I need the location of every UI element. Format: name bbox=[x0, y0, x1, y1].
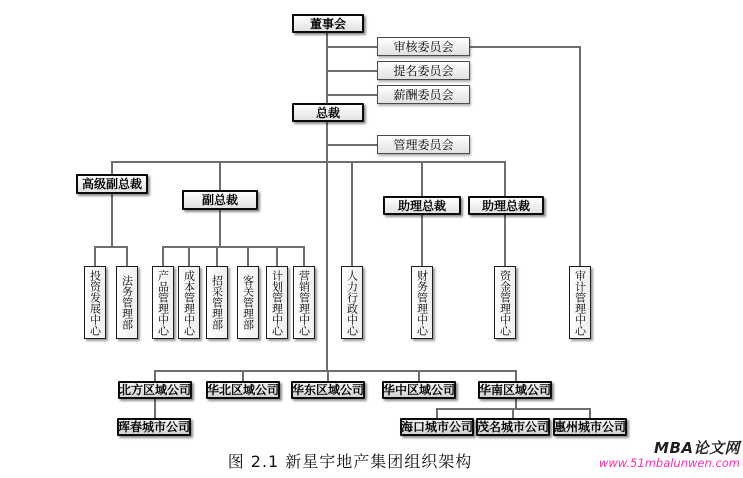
connector-drop-city-haikou bbox=[436, 408, 438, 418]
president-label: 总裁 bbox=[315, 105, 340, 120]
city-label: 珲春城市公司 bbox=[118, 420, 191, 434]
audit-committee-box bbox=[377, 37, 470, 56]
dept-marketing-box bbox=[293, 266, 315, 339]
city-label: 海口城市公司 bbox=[401, 420, 474, 434]
dept-legal-box bbox=[116, 266, 138, 339]
connector-drop-vp bbox=[219, 161, 221, 191]
audit-committee-label: 审核委员会 bbox=[393, 39, 454, 54]
connector-audit-center-drop bbox=[579, 46, 581, 266]
dept-product-box bbox=[152, 266, 174, 339]
connector-executive-rail bbox=[111, 161, 506, 163]
management-committee-label: 管理委员会 bbox=[393, 137, 454, 152]
connector-drop-dept-marketing bbox=[303, 246, 305, 266]
city-haikou-box bbox=[400, 418, 474, 436]
dept-label: 营销管理中心 bbox=[297, 269, 311, 336]
watermark-site-name: MBA论文网 bbox=[654, 439, 740, 457]
regional-north-china-box bbox=[206, 381, 280, 399]
connector-stub-audit-committee bbox=[327, 46, 377, 48]
city-maoming-box bbox=[476, 418, 550, 436]
dept-label: 计划管理中心 bbox=[270, 269, 284, 336]
city-hunchun-box bbox=[117, 418, 191, 436]
regional-east-china-box bbox=[291, 381, 365, 399]
president-box bbox=[292, 103, 364, 122]
regional-label: 华南区域公司 bbox=[479, 383, 552, 397]
connector-drop-dept-invest bbox=[94, 246, 96, 266]
regional-north-box bbox=[118, 381, 192, 399]
dept-label: 人力行政中心 bbox=[345, 269, 359, 336]
dept-label: 投资发展中心 bbox=[88, 269, 102, 336]
regional-label: 北方区域公司 bbox=[119, 383, 192, 397]
board-label: 董事会 bbox=[309, 16, 346, 31]
connector-stub-management-committee bbox=[327, 144, 377, 146]
connector-senior-vp-branch-stem bbox=[111, 194, 113, 248]
vp-label: 副总裁 bbox=[201, 193, 238, 207]
dept-hr-admin-box bbox=[341, 266, 363, 339]
compensation-committee-box bbox=[377, 85, 470, 104]
dept-label: 资金管理中心 bbox=[498, 269, 512, 336]
dept-procurement-box bbox=[206, 266, 228, 339]
city-huizhou-box bbox=[553, 418, 627, 436]
regional-central-china-box bbox=[382, 381, 456, 399]
assistant-president-2-box bbox=[468, 196, 544, 215]
dept-investment-development-box bbox=[84, 266, 106, 339]
connector-regional-rail bbox=[154, 370, 517, 372]
dept-label: 客关管理部 bbox=[241, 275, 255, 330]
regional-south-china-box bbox=[478, 381, 552, 399]
nomination-committee-label: 提名委员会 bbox=[393, 63, 454, 78]
regional-label: 华东区域公司 bbox=[292, 383, 365, 397]
connector-drop-dept-planning bbox=[276, 246, 278, 266]
assistant-president-1-box bbox=[383, 196, 461, 215]
watermark bbox=[599, 440, 740, 470]
connector-audit-to-audit-center bbox=[470, 46, 580, 48]
city-label: 惠州城市公司 bbox=[554, 420, 627, 434]
dept-audit-box bbox=[569, 266, 591, 339]
dept-customer-relations-box bbox=[237, 266, 259, 339]
dept-label: 财务管理中心 bbox=[415, 269, 429, 336]
dept-capital-box bbox=[494, 266, 516, 339]
regional-label: 华北区域公司 bbox=[207, 383, 280, 397]
connector-drop-dept-hr bbox=[351, 161, 353, 266]
connector-vp-branch-stem bbox=[219, 210, 221, 248]
dept-label: 成本管理中心 bbox=[182, 269, 196, 336]
connector-drop-dept-customer bbox=[247, 246, 249, 266]
connector-drop-dept-procurement bbox=[216, 246, 218, 266]
dept-cost-box bbox=[178, 266, 200, 339]
connector-stub-compensation-committee bbox=[327, 94, 377, 96]
connector-drop-senior-vp bbox=[111, 161, 113, 175]
management-committee-box bbox=[377, 135, 470, 154]
dept-label: 法务管理部 bbox=[120, 275, 134, 330]
connector-senior-vp-branch-rail bbox=[94, 246, 128, 248]
connector-drop-dept-legal bbox=[126, 246, 128, 266]
connector-drop-dept-product bbox=[162, 246, 164, 266]
dept-label: 审计管理中心 bbox=[573, 269, 587, 336]
city-label: 茂名城市公司 bbox=[477, 420, 550, 434]
connector-president-trunk bbox=[326, 121, 328, 372]
connector-vp-branch-rail bbox=[162, 246, 305, 248]
compensation-committee-label: 薪酬委员会 bbox=[393, 87, 454, 102]
assistant-president-1-label: 助理总裁 bbox=[397, 198, 446, 213]
dept-label: 产品管理中心 bbox=[156, 269, 170, 336]
regional-label: 华中区域公司 bbox=[383, 383, 456, 397]
dept-finance-box bbox=[411, 266, 433, 339]
nomination-committee-box bbox=[377, 61, 470, 80]
figure-caption: 图 2.1 新星宇地产集团组织架构 bbox=[227, 452, 473, 471]
connector-drop-city-maoming bbox=[512, 408, 514, 418]
senior-vp-box bbox=[76, 174, 148, 194]
vp-box bbox=[182, 190, 258, 210]
senior-vp-label: 高级副总裁 bbox=[81, 177, 142, 191]
connector-drop-city-huizhou bbox=[589, 408, 591, 418]
connector-north-to-hunchun bbox=[154, 399, 156, 418]
connector-drop-dept-cost bbox=[188, 246, 190, 266]
connector-stub-nomination-committee bbox=[327, 70, 377, 72]
board-box bbox=[292, 14, 364, 33]
watermark-site-url: www.51mbalunwen.com bbox=[598, 456, 740, 471]
assistant-president-2-label: 助理总裁 bbox=[481, 198, 530, 213]
dept-planning-box bbox=[266, 266, 288, 339]
dept-label: 招采管理部 bbox=[210, 275, 224, 330]
